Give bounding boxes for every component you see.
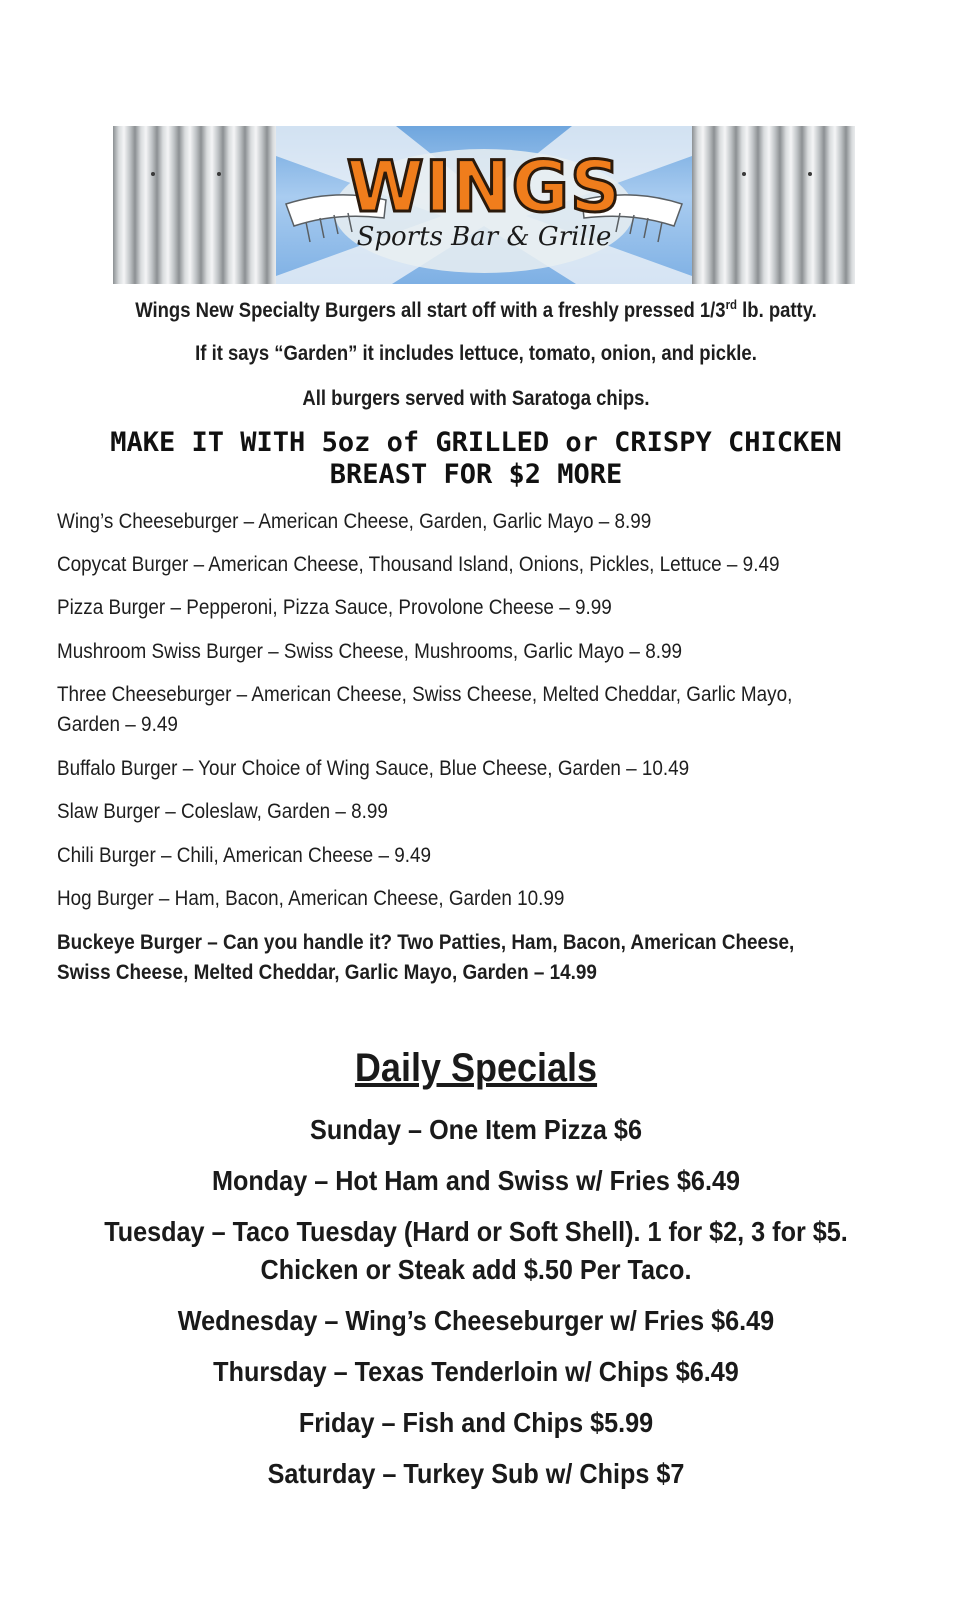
special-thursday: Thursday – Texas Tenderloin w/ Chips $6.49	[213, 1356, 739, 1387]
burger-item: Copycat Burger – American Cheese, Thousand Island, Onions, Pickles, Lettuce – 9.49	[57, 553, 780, 576]
burger-item: Three Cheeseburger – American Cheese, Swiss Cheese, Melted Cheddar, Garlic Mayo, Garden – 9.49	[57, 683, 793, 736]
special-sunday: Sunday – One Item Pizza $6	[310, 1114, 642, 1145]
logo-subtitle: Sports Bar & Grille	[356, 222, 612, 252]
logo-title: WINGS	[346, 146, 622, 228]
intro-superscript: rd	[725, 297, 738, 312]
special-friday: Friday – Fish and Chips $5.99	[298, 1407, 654, 1438]
intro-patty-line	[57, 297, 895, 323]
promo-line: MAKE IT WITH 5oz of GRILLED or CRISPY CHICKEN	[110, 427, 842, 458]
chicken-promo	[60, 427, 892, 491]
burger-item: Slaw Burger – Coleslaw, Garden – 8.99	[57, 800, 388, 823]
burger-item: Wing’s Cheeseburger – American Cheese, Garden, Garlic Mayo – 8.99	[57, 510, 652, 533]
corrugated-metal-panel-right	[692, 126, 855, 284]
special-tuesday-line: Tuesday – Taco Tuesday (Hard or Soft Shell). 1 for $2, 3 for $5.	[104, 1216, 848, 1247]
special-tuesday	[48, 1213, 905, 1289]
burger-item-featured: Buckeye Burger – Can you handle it? Two Patties, Ham, Bacon, American Cheese, Swiss Cheese, Melted Cheddar, Garlic Mayo, Garden – 14.99	[57, 931, 795, 984]
intro-text: lb. patty.	[737, 299, 817, 322]
special-saturday: Saturday – Turkey Sub w/ Chips $7	[267, 1458, 685, 1489]
wings-banner-logo	[113, 126, 855, 284]
special-monday: Monday – Hot Ham and Swiss w/ Fries $6.49	[212, 1165, 740, 1196]
burger-item: Mushroom Swiss Burger – Swiss Cheese, Mushrooms, Garlic Mayo – 8.99	[57, 640, 682, 663]
burger-item: Chili Burger – Chili, American Cheese – 9.49	[57, 844, 431, 867]
intro-chips-line: All burgers served with Saratoga chips.	[302, 387, 650, 410]
sky-background	[276, 126, 692, 284]
intro-text: Wings New Specialty Burgers all start off with a freshly pressed 1/3	[135, 299, 726, 322]
corrugated-metal-panel-left	[113, 126, 276, 284]
burger-item: Buffalo Burger – Your Choice of Wing Sauce, Blue Cheese, Garden – 10.49	[57, 757, 690, 780]
daily-specials-title: Daily Specials	[354, 1046, 598, 1090]
rivet-icon	[151, 172, 155, 176]
rivet-icon	[217, 172, 221, 176]
rivet-icon	[808, 172, 812, 176]
intro-garden-line: If it says “Garden” it includes lettuce, tomato, onion, and pickle.	[195, 342, 757, 365]
rivet-icon	[742, 172, 746, 176]
burger-item: Pizza Burger – Pepperoni, Pizza Sauce, Provolone Cheese – 9.99	[57, 596, 612, 619]
promo-line: BREAST FOR $2 MORE	[329, 459, 623, 490]
special-tuesday-line: Chicken or Steak add $.50 Per Taco.	[260, 1254, 692, 1285]
burger-item: Hog Burger – Ham, Bacon, American Cheese, Garden 10.99	[57, 887, 565, 910]
special-wednesday: Wednesday – Wing’s Cheeseburger w/ Fries $6.49	[177, 1305, 775, 1336]
